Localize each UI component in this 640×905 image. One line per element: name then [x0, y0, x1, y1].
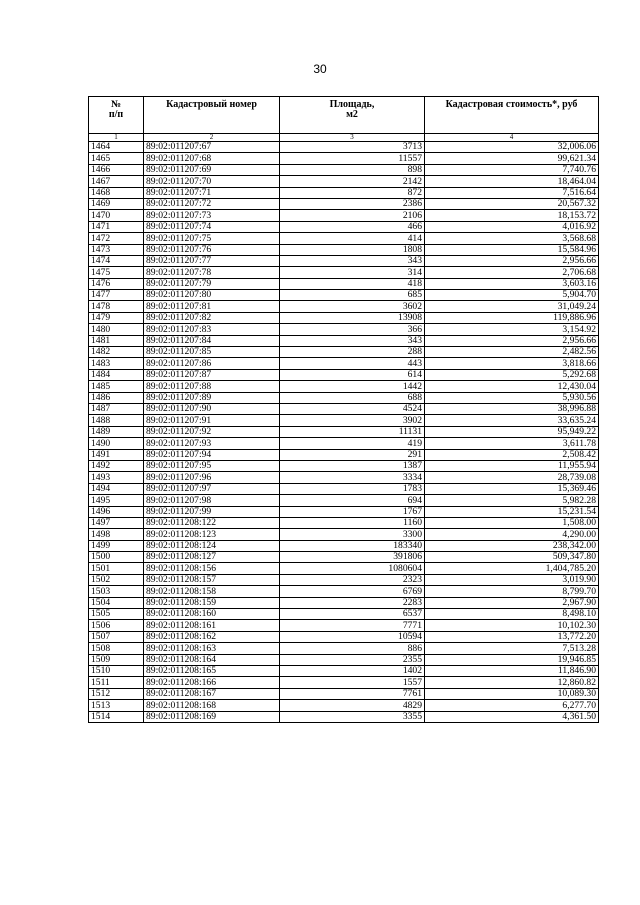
- cadastral-number-cell: 89:02:011207:73: [144, 210, 280, 221]
- cost-cell: 1,508.00: [425, 517, 599, 528]
- cost-cell: 32,006.06: [425, 142, 599, 153]
- table-row: [89, 529, 599, 540]
- row-number-cell: 1501: [89, 563, 144, 574]
- cost-cell: 7,513.28: [425, 643, 599, 654]
- cadastral-number-cell: 89:02:011207:93: [144, 438, 280, 449]
- table-row: [89, 654, 599, 665]
- row-number-cell: 1473: [89, 244, 144, 255]
- cost-cell: 18,153.72: [425, 210, 599, 221]
- table-row: [89, 233, 599, 244]
- area-cell: 1160: [280, 517, 425, 528]
- cost-cell: 2,706.68: [425, 267, 599, 278]
- cost-cell: 19,946.85: [425, 654, 599, 665]
- table-row: [89, 460, 599, 471]
- table-row: [89, 267, 599, 278]
- row-number-cell: 1511: [89, 677, 144, 688]
- area-cell: 3713: [280, 142, 425, 153]
- area-cell: 898: [280, 164, 425, 175]
- area-cell: 688: [280, 392, 425, 403]
- row-number-cell: 1466: [89, 164, 144, 175]
- area-cell: 443: [280, 358, 425, 369]
- cost-cell: 3,603.16: [425, 278, 599, 289]
- area-cell: 3902: [280, 415, 425, 426]
- area-cell: 3355: [280, 711, 425, 722]
- row-number-cell: 1469: [89, 198, 144, 209]
- table-row: [89, 449, 599, 460]
- cadastral-number-cell: 89:02:011208:123: [144, 529, 280, 540]
- row-number-cell: 1477: [89, 290, 144, 301]
- table-row: [89, 631, 599, 642]
- cost-cell: 95,949.22: [425, 426, 599, 437]
- table-row: [89, 495, 599, 506]
- cost-cell: 5,904.70: [425, 290, 599, 301]
- table-row: [89, 483, 599, 494]
- cadastral-number-cell: 89:02:011207:91: [144, 415, 280, 426]
- cadastral-number-cell: 89:02:011207:78: [144, 267, 280, 278]
- cost-cell: 1,404,785.20: [425, 563, 599, 574]
- table-row: [89, 688, 599, 699]
- row-number-cell: 1493: [89, 472, 144, 483]
- cost-cell: 7,740.76: [425, 164, 599, 175]
- row-number-cell: 1487: [89, 403, 144, 414]
- table-row: [89, 221, 599, 232]
- area-cell: 872: [280, 187, 425, 198]
- row-number-cell: 1464: [89, 142, 144, 153]
- row-number-cell: 1486: [89, 392, 144, 403]
- cadastral-number-cell: 89:02:011208:167: [144, 688, 280, 699]
- cost-cell: 15,231.54: [425, 506, 599, 517]
- table-row: [89, 609, 599, 620]
- table-row: [89, 586, 599, 597]
- cadastral-number-cell: 89:02:011208:168: [144, 700, 280, 711]
- table-row: [89, 597, 599, 608]
- cadastral-number-cell: 89:02:011207:97: [144, 483, 280, 494]
- area-cell: 2283: [280, 597, 425, 608]
- cadastral-number-cell: 89:02:011207:76: [144, 244, 280, 255]
- row-number-cell: 1491: [89, 449, 144, 460]
- cost-cell: 11,846.90: [425, 665, 599, 676]
- area-cell: 1557: [280, 677, 425, 688]
- row-number-cell: 1513: [89, 700, 144, 711]
- cadastral-number-cell: 89:02:011207:85: [144, 347, 280, 358]
- row-number-cell: 1502: [89, 574, 144, 585]
- column-number: 4: [425, 134, 599, 142]
- table-row: [89, 153, 599, 164]
- area-cell: 343: [280, 255, 425, 266]
- table-row: [89, 506, 599, 517]
- table-row: [89, 403, 599, 414]
- area-cell: 418: [280, 278, 425, 289]
- cost-cell: 2,508.42: [425, 449, 599, 460]
- cost-cell: 12,430.04: [425, 381, 599, 392]
- cadastral-number-cell: 89:02:011207:99: [144, 506, 280, 517]
- row-number-cell: 1498: [89, 529, 144, 540]
- cost-cell: 13,772.20: [425, 631, 599, 642]
- cadastral-number-cell: 89:02:011207:77: [144, 255, 280, 266]
- row-number-cell: 1499: [89, 540, 144, 551]
- cadastral-number-cell: 89:02:011207:87: [144, 369, 280, 380]
- table-row: [89, 472, 599, 483]
- cost-cell: 8,498.10: [425, 609, 599, 620]
- row-number-cell: 1475: [89, 267, 144, 278]
- area-cell: 3300: [280, 529, 425, 540]
- cadastral-number-cell: 89:02:011207:90: [144, 403, 280, 414]
- column-number: 3: [280, 134, 425, 142]
- table-body: [89, 142, 599, 723]
- area-cell: 11557: [280, 153, 425, 164]
- cadastral-number-cell: 89:02:011208:127: [144, 552, 280, 563]
- cadastral-number-cell: 89:02:011208:161: [144, 620, 280, 631]
- row-number-cell: 1495: [89, 495, 144, 506]
- cadastral-number-cell: 89:02:011207:69: [144, 164, 280, 175]
- row-number-cell: 1485: [89, 381, 144, 392]
- cost-cell: 31,049.24: [425, 301, 599, 312]
- row-number-cell: 1505: [89, 609, 144, 620]
- cadastral-number-cell: 89:02:011207:82: [144, 312, 280, 323]
- cost-cell: 15,584.96: [425, 244, 599, 255]
- row-number-cell: 1484: [89, 369, 144, 380]
- area-cell: 11131: [280, 426, 425, 437]
- cost-cell: 38,996.88: [425, 403, 599, 414]
- table-row: [89, 711, 599, 722]
- row-number-cell: 1509: [89, 654, 144, 665]
- cost-cell: 33,635.24: [425, 415, 599, 426]
- row-number-cell: 1508: [89, 643, 144, 654]
- cadastral-number-cell: 89:02:011208:159: [144, 597, 280, 608]
- cadastral-number-cell: 89:02:011208:157: [144, 574, 280, 585]
- cost-cell: 3,154.92: [425, 324, 599, 335]
- table-row: [89, 677, 599, 688]
- row-number-cell: 1481: [89, 335, 144, 346]
- cost-cell: 5,982.28: [425, 495, 599, 506]
- table-row: [89, 563, 599, 574]
- table-row: [89, 426, 599, 437]
- cadastral-number-cell: 89:02:011207:95: [144, 460, 280, 471]
- cost-cell: 20,567.32: [425, 198, 599, 209]
- area-cell: 2106: [280, 210, 425, 221]
- table-row: [89, 290, 599, 301]
- area-cell: 4524: [280, 403, 425, 414]
- table-row: [89, 517, 599, 528]
- cadastral-number-cell: 89:02:011207:94: [144, 449, 280, 460]
- cost-cell: 12,860.82: [425, 677, 599, 688]
- table-row: [89, 278, 599, 289]
- row-number-cell: 1471: [89, 221, 144, 232]
- area-cell: 1808: [280, 244, 425, 255]
- area-cell: 6769: [280, 586, 425, 597]
- cost-cell: 509,347.80: [425, 552, 599, 563]
- cadastral-number-cell: 89:02:011207:67: [144, 142, 280, 153]
- table-row: [89, 176, 599, 187]
- row-number-cell: 1512: [89, 688, 144, 699]
- cadastral-number-cell: 89:02:011207:80: [144, 290, 280, 301]
- row-number-cell: 1500: [89, 552, 144, 563]
- cadastral-number-cell: 89:02:011207:74: [144, 221, 280, 232]
- cost-cell: 8,799.70: [425, 586, 599, 597]
- row-number-cell: 1494: [89, 483, 144, 494]
- table-row: [89, 347, 599, 358]
- area-cell: 466: [280, 221, 425, 232]
- area-cell: 343: [280, 335, 425, 346]
- row-number-cell: 1488: [89, 415, 144, 426]
- table-row: [89, 552, 599, 563]
- table-row: [89, 244, 599, 255]
- row-number-cell: 1490: [89, 438, 144, 449]
- cadastral-number-cell: 89:02:011207:68: [144, 153, 280, 164]
- table-row: [89, 324, 599, 335]
- cadastral-number-cell: 89:02:011208:163: [144, 643, 280, 654]
- table-row: [89, 312, 599, 323]
- cadastral-number-cell: 89:02:011208:156: [144, 563, 280, 574]
- cost-cell: 5,930.56: [425, 392, 599, 403]
- table-row: [89, 255, 599, 266]
- cadastral-number-cell: 89:02:011207:72: [144, 198, 280, 209]
- table-row: [89, 142, 599, 153]
- area-cell: 614: [280, 369, 425, 380]
- area-cell: 3334: [280, 472, 425, 483]
- cost-cell: 5,292.68: [425, 369, 599, 380]
- area-cell: 1387: [280, 460, 425, 471]
- area-cell: 291: [280, 449, 425, 460]
- row-number-cell: 1479: [89, 312, 144, 323]
- area-cell: 314: [280, 267, 425, 278]
- cost-cell: 11,955.94: [425, 460, 599, 471]
- cost-cell: 119,886.96: [425, 312, 599, 323]
- table-header-row: [89, 97, 599, 134]
- cost-cell: 7,516.64: [425, 187, 599, 198]
- cadastral-number-cell: 89:02:011208:160: [144, 609, 280, 620]
- cadastral-number-cell: 89:02:011207:70: [144, 176, 280, 187]
- cost-cell: 2,956.66: [425, 255, 599, 266]
- row-number-cell: 1480: [89, 324, 144, 335]
- cost-cell: 3,611.78: [425, 438, 599, 449]
- cost-cell: 2,482.56: [425, 347, 599, 358]
- table-row: [89, 381, 599, 392]
- cadastral-number-cell: 89:02:011208:166: [144, 677, 280, 688]
- row-number-cell: 1514: [89, 711, 144, 722]
- cost-cell: 2,956.66: [425, 335, 599, 346]
- header-cost: Кадастровая стоимость*, руб: [425, 97, 599, 134]
- cadastral-number-cell: 89:02:011208:165: [144, 665, 280, 676]
- column-number: 2: [144, 134, 280, 142]
- area-cell: 1080604: [280, 563, 425, 574]
- cadastral-number-cell: 89:02:011207:79: [144, 278, 280, 289]
- cadastral-number-cell: 89:02:011208:158: [144, 586, 280, 597]
- area-cell: 366: [280, 324, 425, 335]
- row-number-cell: 1503: [89, 586, 144, 597]
- table-row: [89, 700, 599, 711]
- area-cell: 10594: [280, 631, 425, 642]
- table-row: [89, 198, 599, 209]
- cost-cell: 2,967.90: [425, 597, 599, 608]
- area-cell: 1402: [280, 665, 425, 676]
- area-cell: 4829: [280, 700, 425, 711]
- area-cell: 3602: [280, 301, 425, 312]
- cost-cell: 4,016.92: [425, 221, 599, 232]
- cadastral-number-cell: 89:02:011207:88: [144, 381, 280, 392]
- row-number-cell: 1476: [89, 278, 144, 289]
- cadastral-number-cell: 89:02:011208:169: [144, 711, 280, 722]
- table-row: [89, 665, 599, 676]
- area-cell: 685: [280, 290, 425, 301]
- row-number-cell: 1472: [89, 233, 144, 244]
- cadastral-number-cell: 89:02:011207:98: [144, 495, 280, 506]
- table-row: [89, 210, 599, 221]
- row-number-cell: 1507: [89, 631, 144, 642]
- cost-cell: 6,277.70: [425, 700, 599, 711]
- cadastral-number-cell: 89:02:011207:89: [144, 392, 280, 403]
- table-row: [89, 643, 599, 654]
- area-cell: 13908: [280, 312, 425, 323]
- cadastral-number-cell: 89:02:011207:84: [144, 335, 280, 346]
- cost-cell: 28,739.08: [425, 472, 599, 483]
- area-cell: 7771: [280, 620, 425, 631]
- cadastral-number-cell: 89:02:011207:92: [144, 426, 280, 437]
- cadastral-number-cell: 89:02:011208:122: [144, 517, 280, 528]
- header-cadastral-number: Кадастровый номер: [144, 97, 280, 134]
- table-row: [89, 540, 599, 551]
- table-row: [89, 358, 599, 369]
- row-number-cell: 1465: [89, 153, 144, 164]
- table-row: [89, 301, 599, 312]
- table-row: [89, 392, 599, 403]
- table-row: [89, 620, 599, 631]
- row-number-cell: 1478: [89, 301, 144, 312]
- row-number-cell: 1489: [89, 426, 144, 437]
- row-number-cell: 1468: [89, 187, 144, 198]
- area-cell: 694: [280, 495, 425, 506]
- area-cell: 2386: [280, 198, 425, 209]
- cost-cell: 238,342.00: [425, 540, 599, 551]
- cadastral-number-cell: 89:02:011207:83: [144, 324, 280, 335]
- header-area: Площадь, м2: [280, 97, 425, 134]
- column-number: 1: [89, 134, 144, 142]
- cadastral-number-cell: 89:02:011207:75: [144, 233, 280, 244]
- area-cell: 288: [280, 347, 425, 358]
- area-cell: 1767: [280, 506, 425, 517]
- cost-cell: 3,818.66: [425, 358, 599, 369]
- area-cell: 7761: [280, 688, 425, 699]
- header-num: № п/п: [89, 97, 144, 134]
- row-number-cell: 1506: [89, 620, 144, 631]
- row-number-cell: 1497: [89, 517, 144, 528]
- cost-cell: 15,369.46: [425, 483, 599, 494]
- cadastral-number-cell: 89:02:011207:96: [144, 472, 280, 483]
- table-row: [89, 164, 599, 175]
- row-number-cell: 1482: [89, 347, 144, 358]
- cost-cell: 3,568.68: [425, 233, 599, 244]
- row-number-cell: 1496: [89, 506, 144, 517]
- table-row: [89, 187, 599, 198]
- table-row: [89, 574, 599, 585]
- area-cell: 414: [280, 233, 425, 244]
- cadastral-number-cell: 89:02:011208:124: [144, 540, 280, 551]
- cost-cell: 99,621.34: [425, 153, 599, 164]
- cadastral-number-cell: 89:02:011208:162: [144, 631, 280, 642]
- cadastral-number-cell: 89:02:011207:86: [144, 358, 280, 369]
- table-row: [89, 335, 599, 346]
- row-number-cell: 1492: [89, 460, 144, 471]
- row-number-cell: 1470: [89, 210, 144, 221]
- area-cell: 183340: [280, 540, 425, 551]
- cost-cell: 10,089.30: [425, 688, 599, 699]
- table-row: [89, 369, 599, 380]
- row-number-cell: 1504: [89, 597, 144, 608]
- area-cell: 1783: [280, 483, 425, 494]
- row-number-cell: 1510: [89, 665, 144, 676]
- cost-cell: 18,464.04: [425, 176, 599, 187]
- cost-cell: 4,361.50: [425, 711, 599, 722]
- area-cell: 2323: [280, 574, 425, 585]
- area-cell: 2355: [280, 654, 425, 665]
- cost-cell: 10,102.30: [425, 620, 599, 631]
- table-row: [89, 438, 599, 449]
- table-row: [89, 415, 599, 426]
- area-cell: 1442: [280, 381, 425, 392]
- cost-cell: 4,290.00: [425, 529, 599, 540]
- row-number-cell: 1483: [89, 358, 144, 369]
- area-cell: 886: [280, 643, 425, 654]
- page-number: 30: [313, 62, 327, 76]
- row-number-cell: 1474: [89, 255, 144, 266]
- area-cell: 6537: [280, 609, 425, 620]
- area-cell: 391806: [280, 552, 425, 563]
- cost-cell: 3,019.90: [425, 574, 599, 585]
- row-number-cell: 1467: [89, 176, 144, 187]
- cadastral-number-cell: 89:02:011208:164: [144, 654, 280, 665]
- cadastral-table: [88, 96, 599, 723]
- cadastral-number-cell: 89:02:011207:81: [144, 301, 280, 312]
- cadastral-number-cell: 89:02:011207:71: [144, 187, 280, 198]
- column-number-row: [89, 134, 599, 142]
- area-cell: 2142: [280, 176, 425, 187]
- area-cell: 419: [280, 438, 425, 449]
